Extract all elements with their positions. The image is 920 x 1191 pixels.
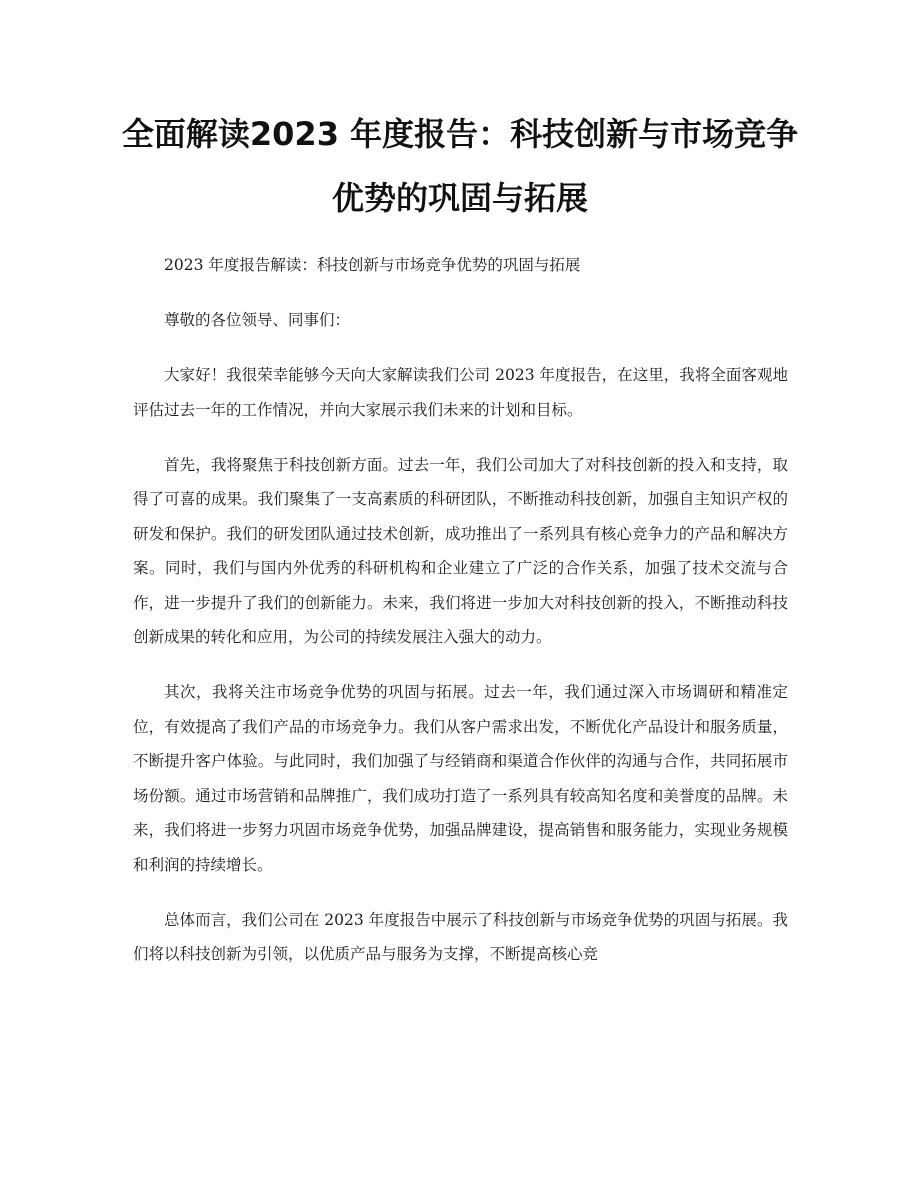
intro-paragraph: 大家好！我很荣幸能够今天向大家解读我们公司 2023 年度报告，在这里，我将全面客观地评估过去一年的工作情况，并向大家展示我们未来的计划和目标。	[133, 366, 788, 419]
greeting-paragraph: 尊敬的各位领导、同事们：	[164, 311, 351, 329]
page-title: 全面解读2023 年度报告：科技创新与市场竞争优势的巩固与拓展	[121, 115, 799, 217]
market-advantage-paragraph: 其次，我将关注市场竞争优势的巩固与拓展。过去一年，我们通过深入市场调研和精准定位，有效提高了我们产品的市场竞争力。我们从客户需求出发，不断优化产品设计和服务质量，不断提升客户体验。与此同时，我们加强了与经销商和渠道合作伙伴的沟通与合作，共同拓展市场份额。通过市场营销和品牌推广，我们成功打造了一系列具有较高知名度和美誉度的品牌。未来，我们将进一步努力巩固市场竞争优势，加强品牌建设，提高销售和服务能力，实现业务规模和利润的持续增长。	[133, 683, 788, 874]
document-body	[133, 248, 788, 992]
summary-paragraph: 总体而言，我们公司在 2023 年度报告中展示了科技创新与市场竞争优势的巩固与拓展。我们将以科技创新为引领，以优质产品与服务为支撑，不断提高核心竞	[133, 910, 788, 963]
tech-innovation-paragraph: 首先，我将聚焦于科技创新方面。过去一年，我们公司加大了对科技创新的投入和支持，取得了可喜的成果。我们聚集了一支高素质的科研团队，不断推动科技创新，加强自主知识产权的研发和保护。我们的研发团队通过技术创新，成功推出了一系列具有核心竞争力的产品和解决方案。同时，我们与国内外优秀的科研机构和企业建立了广泛的合作关系，加强了技术交流与合作，进一步提升了我们的创新能力。未来，我们将进一步加大对科技创新的投入，不断推动科技创新成果的转化和应用，为公司的持续发展注入强大的动力。	[133, 455, 788, 646]
subtitle-paragraph: 2023 年度报告解读：科技创新与市场竞争优势的巩固与拓展	[164, 256, 581, 274]
